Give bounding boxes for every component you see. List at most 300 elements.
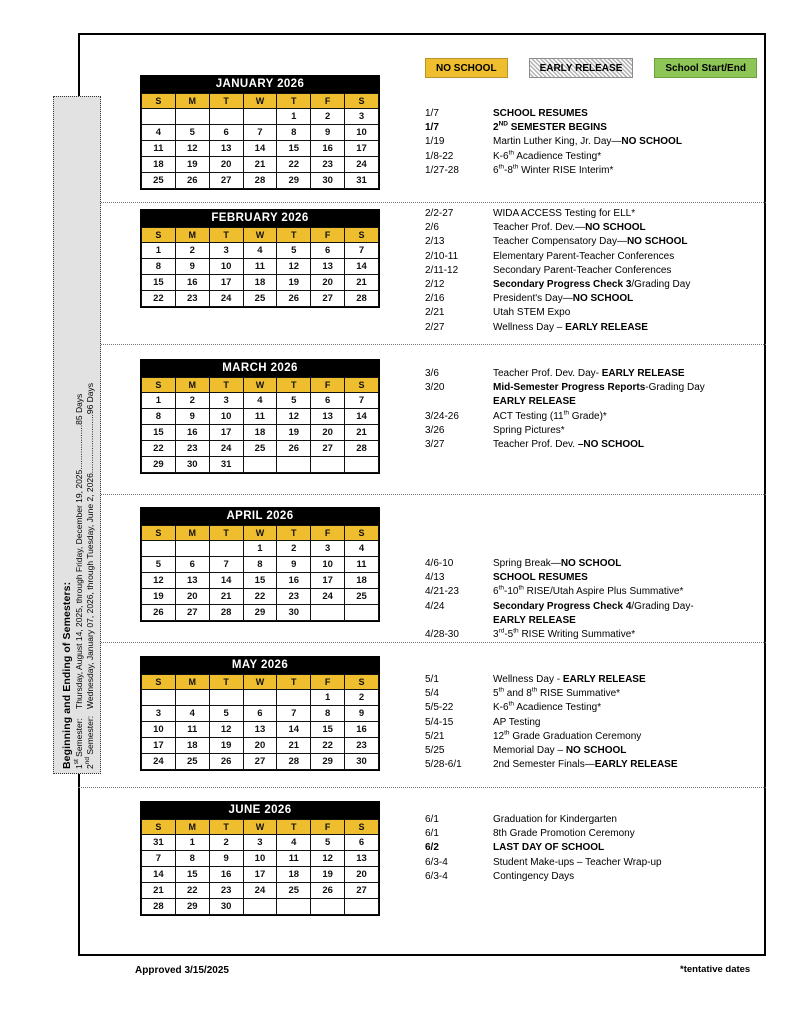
day-cell: 21	[345, 275, 379, 291]
event-text-part: Spring Break—	[493, 558, 561, 569]
event-date: 6/3-4	[425, 856, 448, 868]
day-cell: 25	[243, 441, 277, 457]
day-cell: 9	[345, 706, 379, 722]
day-cell-empty	[277, 899, 311, 915]
day-cell: 8	[311, 706, 345, 722]
event-description	[493, 701, 755, 715]
day-cell: 28	[345, 291, 379, 307]
dow-cell: M	[175, 378, 209, 393]
calendar-grid	[141, 377, 379, 473]
calendar-week-row	[142, 754, 379, 770]
event-text-part: Secondary Progress Check 4	[493, 600, 632, 612]
event-row	[425, 235, 755, 249]
event-text-part: Utah STEM Expo	[493, 307, 571, 319]
event-description	[493, 424, 755, 438]
day-cell: 1	[142, 393, 176, 409]
event-text-part: Secondary Parent-Teacher Conferences	[493, 264, 672, 276]
day-cell: 30	[209, 899, 243, 915]
event-date: 2/21	[425, 307, 445, 319]
event-description	[493, 870, 755, 884]
day-cell: 20	[311, 425, 345, 441]
day-cell: 25	[175, 754, 209, 770]
day-cell: 21	[277, 738, 311, 754]
event-description	[493, 121, 755, 135]
day-cell: 5	[311, 835, 345, 851]
dow-cell: F	[311, 526, 345, 541]
calendar-week-row	[142, 883, 379, 899]
dow-cell: T	[277, 228, 311, 243]
event-text-part: 6	[493, 164, 499, 176]
event-text-part: th	[518, 585, 524, 593]
event-text-part: RISE/Utah Aspire Plus Summative*	[523, 586, 684, 598]
event-row	[425, 841, 755, 855]
event-date: 2/12	[425, 279, 445, 291]
day-cell: 30	[345, 754, 379, 770]
event-description	[493, 827, 755, 841]
day-cell: 5	[142, 557, 176, 573]
calendar-march	[140, 359, 380, 474]
calendar-week-row	[142, 157, 379, 173]
day-cell: 4	[345, 541, 379, 557]
event-text-part: WIDA ACCESS Testing for ELL*	[493, 208, 636, 219]
semester-label: 2nd Semester:	[83, 715, 95, 769]
event-date: 3/27	[425, 439, 445, 451]
day-cell: 15	[142, 275, 176, 291]
event-description	[493, 164, 755, 178]
day-of-week-header	[142, 94, 379, 109]
day-cell-empty	[345, 605, 379, 621]
event-row	[425, 687, 755, 701]
day-cell: 1	[243, 541, 277, 557]
day-cell: 17	[142, 738, 176, 754]
tentative-note: *tentative dates	[680, 964, 751, 975]
event-row	[425, 424, 755, 438]
day-cell: 26	[209, 754, 243, 770]
day-cell-empty	[209, 690, 243, 706]
event-date: 4/13	[425, 572, 445, 584]
day-cell: 24	[209, 291, 243, 307]
dow-cell: S	[142, 526, 176, 541]
semesters-rows	[74, 383, 96, 769]
day-cell: 25	[345, 589, 379, 605]
day-cell: 12	[175, 141, 209, 157]
dow-cell: M	[175, 526, 209, 541]
dow-cell: W	[243, 228, 277, 243]
calendar-week-row	[142, 690, 379, 706]
day-cell: 20	[345, 867, 379, 883]
event-description	[493, 207, 755, 221]
event-description	[493, 730, 755, 744]
day-cell: 2	[277, 541, 311, 557]
day-cell-empty	[209, 541, 243, 557]
day-cell: 16	[209, 867, 243, 883]
calendar-week-row	[142, 899, 379, 915]
day-cell: 17	[311, 573, 345, 589]
event-description	[493, 687, 755, 701]
event-description	[493, 221, 755, 235]
day-cell: 19	[277, 425, 311, 441]
calendar-week-row	[142, 173, 379, 189]
day-cell: 10	[209, 259, 243, 275]
event-date: 2/2-27	[425, 208, 454, 219]
event-text-part: 2	[493, 122, 499, 134]
day-of-week-header	[142, 228, 379, 243]
day-cell: 31	[345, 173, 379, 189]
day-cell: 10	[209, 409, 243, 425]
event-text-part: Grade)*	[569, 410, 607, 422]
dow-cell: F	[311, 94, 345, 109]
event-date: 3/20	[425, 382, 445, 394]
event-description	[493, 744, 755, 758]
event-date: 4/24	[425, 600, 445, 612]
dow-cell: W	[243, 675, 277, 690]
calendar-week-row	[142, 557, 379, 573]
day-cell: 9	[277, 557, 311, 573]
day-cell: 30	[175, 457, 209, 473]
event-row	[425, 744, 755, 758]
day-cell: 22	[142, 291, 176, 307]
day-cell: 10	[311, 557, 345, 573]
event-text-part: th	[504, 729, 510, 737]
approved-date: Approved 3/15/2025	[135, 965, 229, 976]
event-description	[493, 614, 755, 628]
dow-cell: M	[175, 228, 209, 243]
event-row	[425, 250, 755, 264]
day-cell: 16	[175, 275, 209, 291]
event-row	[425, 856, 755, 870]
day-cell: 23	[175, 441, 209, 457]
day-cell: 26	[311, 883, 345, 899]
event-row	[425, 135, 755, 149]
day-cell: 3	[142, 706, 176, 722]
day-cell: 23	[277, 589, 311, 605]
day-cell-empty	[243, 109, 277, 125]
event-description	[493, 381, 755, 395]
day-cell: 13	[209, 141, 243, 157]
day-cell: 8	[142, 259, 176, 275]
event-date: 4/21-23	[425, 586, 459, 598]
event-description	[493, 628, 755, 642]
event-row	[425, 614, 755, 628]
event-description	[493, 306, 755, 320]
event-description	[493, 321, 755, 335]
event-row	[425, 410, 755, 424]
day-cell: 4	[142, 125, 176, 141]
day-cell: 19	[277, 275, 311, 291]
day-cell: 17	[243, 867, 277, 883]
semester-range: Wednesday, January 07, 2026, through Tuesday, June 2, 2026.........................	[84, 414, 95, 709]
event-date: 6/1	[425, 828, 439, 840]
calendar-week-row	[142, 605, 379, 621]
event-text-part: EARLY RELEASE	[493, 396, 576, 408]
day-cell: 13	[243, 722, 277, 738]
calendar-grid	[141, 93, 379, 189]
day-cell: 23	[209, 883, 243, 899]
event-row	[425, 870, 755, 884]
event-text-part: -10	[503, 586, 519, 598]
day-of-week-header	[142, 526, 379, 541]
day-cell: 15	[175, 867, 209, 883]
event-date	[425, 614, 493, 628]
day-cell: 24	[209, 441, 243, 457]
event-row	[425, 673, 755, 687]
event-date: 2/27	[425, 321, 445, 333]
event-text-part: 2nd Semester Finals—	[493, 759, 595, 771]
event-description	[493, 367, 755, 381]
event-description	[493, 410, 755, 424]
day-cell-empty	[345, 457, 379, 473]
event-text-part: Martin Luther King, Jr. Day—	[493, 136, 622, 148]
day-cell: 2	[311, 109, 345, 125]
day-cell-empty	[311, 457, 345, 473]
dow-cell: S	[142, 675, 176, 690]
day-cell: 1	[142, 243, 176, 259]
event-date: 6/1	[425, 814, 439, 825]
day-cell: 18	[243, 425, 277, 441]
day-cell: 6	[311, 393, 345, 409]
day-cell: 14	[277, 722, 311, 738]
calendar-week-row	[142, 851, 379, 867]
semesters-sidebar	[53, 96, 101, 774]
event-text-part: Student Make-ups – Teacher Wrap-up	[493, 856, 662, 868]
day-cell: 14	[345, 259, 379, 275]
day-cell: 6	[311, 243, 345, 259]
day-of-week-header	[142, 675, 379, 690]
event-text-part: Teacher Prof. Dev.	[493, 439, 578, 451]
day-cell: 14	[142, 867, 176, 883]
day-cell: 29	[175, 899, 209, 915]
event-text-part: Graduation for Kindergarten	[493, 814, 617, 825]
event-description	[493, 150, 755, 164]
event-date: 6/3-4	[425, 870, 448, 882]
dow-cell: T	[209, 526, 243, 541]
event-date: 5/25	[425, 745, 445, 757]
event-text-part: -8	[503, 164, 513, 176]
calendar-grid	[141, 525, 379, 621]
event-row	[425, 758, 755, 772]
dow-cell: T	[209, 94, 243, 109]
day-of-week-header	[142, 820, 379, 835]
day-cell: 5	[209, 706, 243, 722]
event-text-part: Teacher Prof. Dev. Day-	[493, 368, 602, 379]
event-row	[425, 107, 755, 121]
day-cell: 13	[345, 851, 379, 867]
event-row	[425, 381, 755, 395]
event-date: 2/13	[425, 236, 445, 248]
event-text-part: /Grading Day	[631, 279, 691, 291]
day-cell: 21	[142, 883, 176, 899]
day-cell: 14	[243, 141, 277, 157]
calendar-week-row	[142, 541, 379, 557]
calendar-week-row	[142, 706, 379, 722]
dow-cell: T	[209, 675, 243, 690]
calendar-week-row	[142, 243, 379, 259]
event-text-part: th	[513, 627, 519, 635]
day-cell: 10	[142, 722, 176, 738]
event-row	[425, 395, 755, 409]
day-cell: 20	[175, 589, 209, 605]
day-cell: 1	[311, 690, 345, 706]
event-text-part: AP Testing	[493, 716, 541, 728]
dow-cell: T	[277, 820, 311, 835]
calendar-january	[140, 75, 380, 190]
calendar-week-row	[142, 738, 379, 754]
event-description	[493, 438, 755, 452]
day-cell: 22	[243, 589, 277, 605]
day-cell: 11	[175, 722, 209, 738]
month-section-may	[78, 643, 766, 788]
dow-cell: T	[277, 378, 311, 393]
dow-cell: T	[277, 526, 311, 541]
day-cell: 16	[175, 425, 209, 441]
day-cell: 21	[345, 425, 379, 441]
day-cell: 28	[277, 754, 311, 770]
events-list	[425, 673, 755, 772]
calendar-february	[140, 209, 380, 308]
event-date: 2/16	[425, 293, 445, 305]
dow-cell: S	[345, 94, 379, 109]
calendar-month-title: JUNE 2026	[141, 802, 379, 819]
day-cell-empty	[142, 690, 176, 706]
event-text-part: Memorial Day –	[493, 745, 566, 757]
day-cell: 29	[277, 173, 311, 189]
dow-cell: T	[209, 820, 243, 835]
calendar-week-row	[142, 867, 379, 883]
day-cell: 6	[243, 706, 277, 722]
legend-chip-early-release: EARLY RELEASE	[529, 58, 634, 78]
event-text-part: 6	[493, 586, 499, 598]
event-date: 5/4-15	[425, 716, 454, 728]
month-section-june	[78, 788, 766, 933]
day-cell: 3	[209, 243, 243, 259]
day-cell: 2	[175, 393, 209, 409]
day-cell: 12	[209, 722, 243, 738]
day-cell: 4	[175, 706, 209, 722]
event-text-part: K-6	[493, 702, 509, 714]
day-cell-empty	[277, 690, 311, 706]
dow-cell: F	[311, 378, 345, 393]
event-text-part: ACT Testing (11	[493, 410, 564, 422]
semester-row	[85, 383, 96, 769]
calendar-week-row	[142, 425, 379, 441]
day-cell: 13	[311, 409, 345, 425]
day-cell: 9	[311, 125, 345, 141]
event-text-part: NO SCHOOL	[621, 136, 682, 148]
day-cell: 16	[345, 722, 379, 738]
event-description	[493, 107, 755, 121]
event-text-part: 3	[493, 629, 499, 641]
event-date: 5/21	[425, 730, 445, 742]
day-cell: 29	[243, 605, 277, 621]
event-text-part: NO SCHOOL	[572, 293, 634, 305]
day-cell: 8	[142, 409, 176, 425]
event-date: 4/6-10	[425, 558, 454, 569]
event-text-part: Teacher Compensatory Day—	[493, 236, 627, 248]
day-cell: 7	[277, 706, 311, 722]
day-cell: 11	[243, 409, 277, 425]
event-text-part: NO SCHOOL	[560, 558, 622, 569]
month-section-february	[78, 203, 766, 345]
event-date: 3/26	[425, 424, 445, 436]
day-cell: 15	[142, 425, 176, 441]
day-cell: 13	[311, 259, 345, 275]
dow-cell: S	[142, 228, 176, 243]
dow-cell: F	[311, 820, 345, 835]
event-text-part: LAST DAY OF SCHOOL	[493, 842, 605, 854]
day-cell: 26	[277, 441, 311, 457]
event-description	[493, 856, 755, 870]
event-text-part: Teacher Prof. Dev.—	[493, 222, 586, 234]
event-row	[425, 367, 755, 381]
day-cell: 17	[345, 141, 379, 157]
day-cell: 24	[311, 589, 345, 605]
event-description	[493, 716, 755, 730]
event-row	[425, 321, 755, 335]
day-cell: 16	[277, 573, 311, 589]
day-of-week-header	[142, 378, 379, 393]
event-row	[425, 628, 755, 642]
event-text-part: th	[531, 686, 538, 694]
event-date: 4/28-30	[425, 629, 459, 641]
event-text-part: Spring Pictures*	[493, 424, 565, 436]
day-cell: 4	[243, 393, 277, 409]
day-cell: 22	[175, 883, 209, 899]
event-date: 5/1	[425, 674, 439, 685]
event-description	[493, 250, 755, 264]
day-cell: 19	[311, 867, 345, 883]
day-cell: 25	[277, 883, 311, 899]
event-text-part: Mid-Semester Progress Reports	[493, 382, 646, 394]
day-cell: 6	[209, 125, 243, 141]
day-cell: 24	[142, 754, 176, 770]
event-row	[425, 164, 755, 178]
day-cell: 7	[345, 393, 379, 409]
dow-cell: S	[142, 94, 176, 109]
event-text-part: NO SCHOOL	[565, 745, 627, 757]
day-cell: 16	[311, 141, 345, 157]
day-cell: 18	[277, 867, 311, 883]
calendar-week-row	[142, 393, 379, 409]
day-cell: 27	[209, 173, 243, 189]
event-date: 5/28-6/1	[425, 759, 462, 771]
day-cell: 6	[175, 557, 209, 573]
event-description	[493, 235, 755, 249]
event-date: 1/7	[425, 122, 439, 134]
event-text-part: 12	[493, 730, 505, 742]
day-cell: 17	[209, 425, 243, 441]
event-description	[493, 585, 755, 599]
dow-cell: M	[175, 820, 209, 835]
event-text-part: Acadience Testing*	[513, 702, 602, 714]
semester-days: 85 Days	[73, 393, 84, 425]
event-text-part: President's Day—	[493, 293, 573, 305]
calendar-week-row	[142, 291, 379, 307]
event-description	[493, 135, 755, 149]
calendar-week-row	[142, 109, 379, 125]
event-text-part: NO SCHOOL	[626, 236, 688, 248]
event-row	[425, 306, 755, 320]
day-cell: 26	[175, 173, 209, 189]
event-row	[425, 600, 755, 614]
day-cell-empty	[209, 109, 243, 125]
day-cell: 22	[311, 738, 345, 754]
day-cell: 26	[277, 291, 311, 307]
event-date: 2/10-11	[425, 250, 459, 262]
calendar-month-title: MARCH 2026	[141, 360, 379, 377]
event-date: 5/4	[425, 688, 439, 700]
day-cell: 20	[311, 275, 345, 291]
day-cell: 27	[311, 291, 345, 307]
